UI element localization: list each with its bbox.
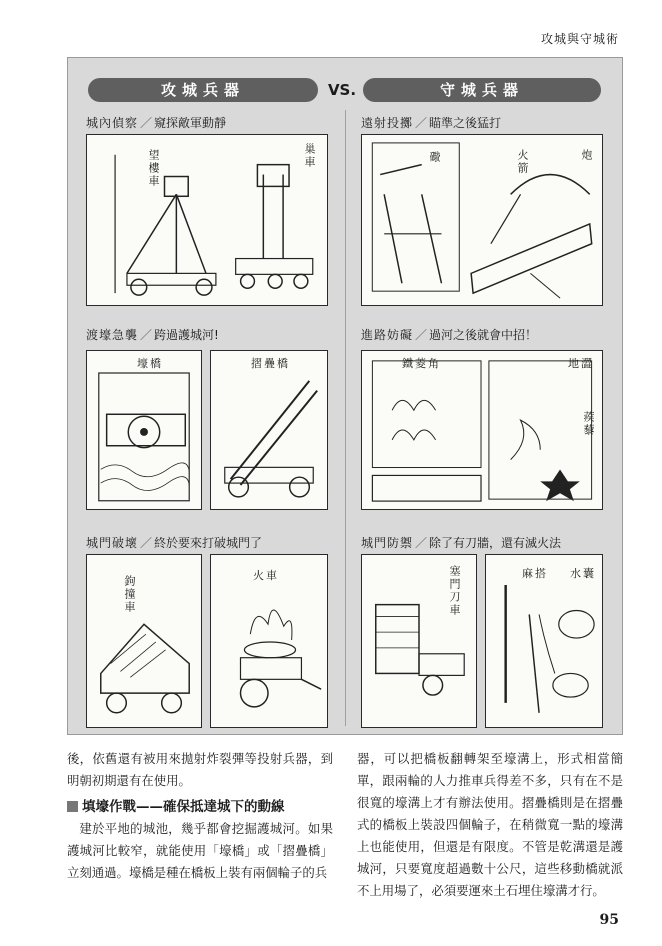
page-number: 95 bbox=[599, 912, 619, 928]
illustration-fire-cart bbox=[210, 554, 328, 728]
right-column bbox=[357, 748, 623, 902]
label-water-bag: 水囊 bbox=[570, 567, 596, 580]
section-title-moat-crossing: 渡壕急襲 ／ 跨過護城河! bbox=[86, 328, 219, 342]
section-title-ranged: 遠射投擲 ／ 瞄準之後猛打 bbox=[361, 116, 502, 130]
section-title-gate-defense: 城門防禦 ／ 除了有刀牆，還有滅火法 bbox=[361, 536, 562, 550]
illustration-catapult-crossbow bbox=[361, 134, 603, 306]
section-heading: 填壕作戰——確保抵達城下的動線 bbox=[67, 796, 333, 818]
label-ground-spikes: 地澀 bbox=[568, 357, 594, 370]
header-title: 攻城與守城術 bbox=[540, 32, 619, 46]
vs-label: VS. bbox=[327, 81, 357, 99]
label-tribulus: 蒺藜 bbox=[582, 411, 595, 437]
label-fire-arrow: 火箭 bbox=[516, 149, 529, 175]
label-fire-cart: 火車 bbox=[253, 569, 279, 582]
illustration-gate-knife-cart bbox=[361, 554, 477, 728]
label-iron-caltrops: 鐵菱角 bbox=[402, 357, 441, 370]
illustration-watchtower-carts bbox=[86, 134, 328, 306]
left-column bbox=[67, 748, 333, 884]
label-fire-mop: 麻搭 bbox=[522, 567, 548, 580]
section-title-gate-breaking: 城門破壞 ／ 終於要來打破城門了 bbox=[86, 536, 263, 550]
left-paragraph-1: 後，依舊還有被用來拋射炸裂彈等投射兵器，到明朝初期還有在使用。 bbox=[67, 751, 333, 788]
illustration-hook-ram-cart bbox=[86, 554, 202, 728]
label-gate-knife-cart: 塞門刀車 bbox=[448, 565, 461, 617]
illustration-fire-fighting-tools bbox=[485, 554, 603, 728]
section-title-path-obstruction: 進路妨礙 ／ 過河之後就會中招！ bbox=[361, 328, 538, 342]
illustration-caltrops bbox=[361, 350, 603, 510]
column-divider bbox=[345, 110, 346, 726]
label-cannon: 炮 bbox=[580, 149, 593, 162]
label-hook-ram-cart: 鉤撞車 bbox=[123, 575, 136, 614]
label-watchtower-cart: 望樓車 bbox=[147, 149, 160, 188]
label-trebuchet: 礮 bbox=[428, 151, 441, 164]
right-paragraph: 器，可以把橋板翻轉架至壕溝上，形式相當簡單，跟兩輪的人力推車兵得差不多，只有在不是很寬的壕溝上才有辦法使用。摺疊橋則是在摺疊式的橋板上裝設四個輪子，在稍微寬一點的壕溝上也能使用，但還是有限度。不管是乾溝還是護城河，只要寬度超過數十公尺，這些移動橋就派不上用場了，必須要運來土石埋住壕溝才行。 bbox=[357, 751, 623, 898]
label-folding-bridge: 摺疊橋 bbox=[251, 357, 290, 370]
label-moat-bridge: 壕橋 bbox=[137, 357, 163, 370]
heading-square-icon bbox=[67, 801, 78, 812]
comparison-panel bbox=[67, 57, 623, 735]
left-paragraph-2: 建於平地的城池，幾乎都會挖掘護城河。如果護城河比較窄，就能使用「壕橋」或「摺疊橋」立刻通過。壕橋是種在橋板上裝有兩個輪子的兵 bbox=[67, 821, 333, 880]
attack-weapons-pill: 攻城兵器 bbox=[88, 78, 318, 102]
section-title-scout: 城內偵察 ／ 窺探敵軍動靜 bbox=[86, 116, 227, 130]
defense-weapons-pill: 守城兵器 bbox=[363, 78, 601, 102]
illustration-moat-bridge bbox=[86, 350, 202, 510]
illustration-folding-bridge bbox=[210, 350, 328, 510]
label-nest-cart: 巢車 bbox=[303, 143, 316, 169]
